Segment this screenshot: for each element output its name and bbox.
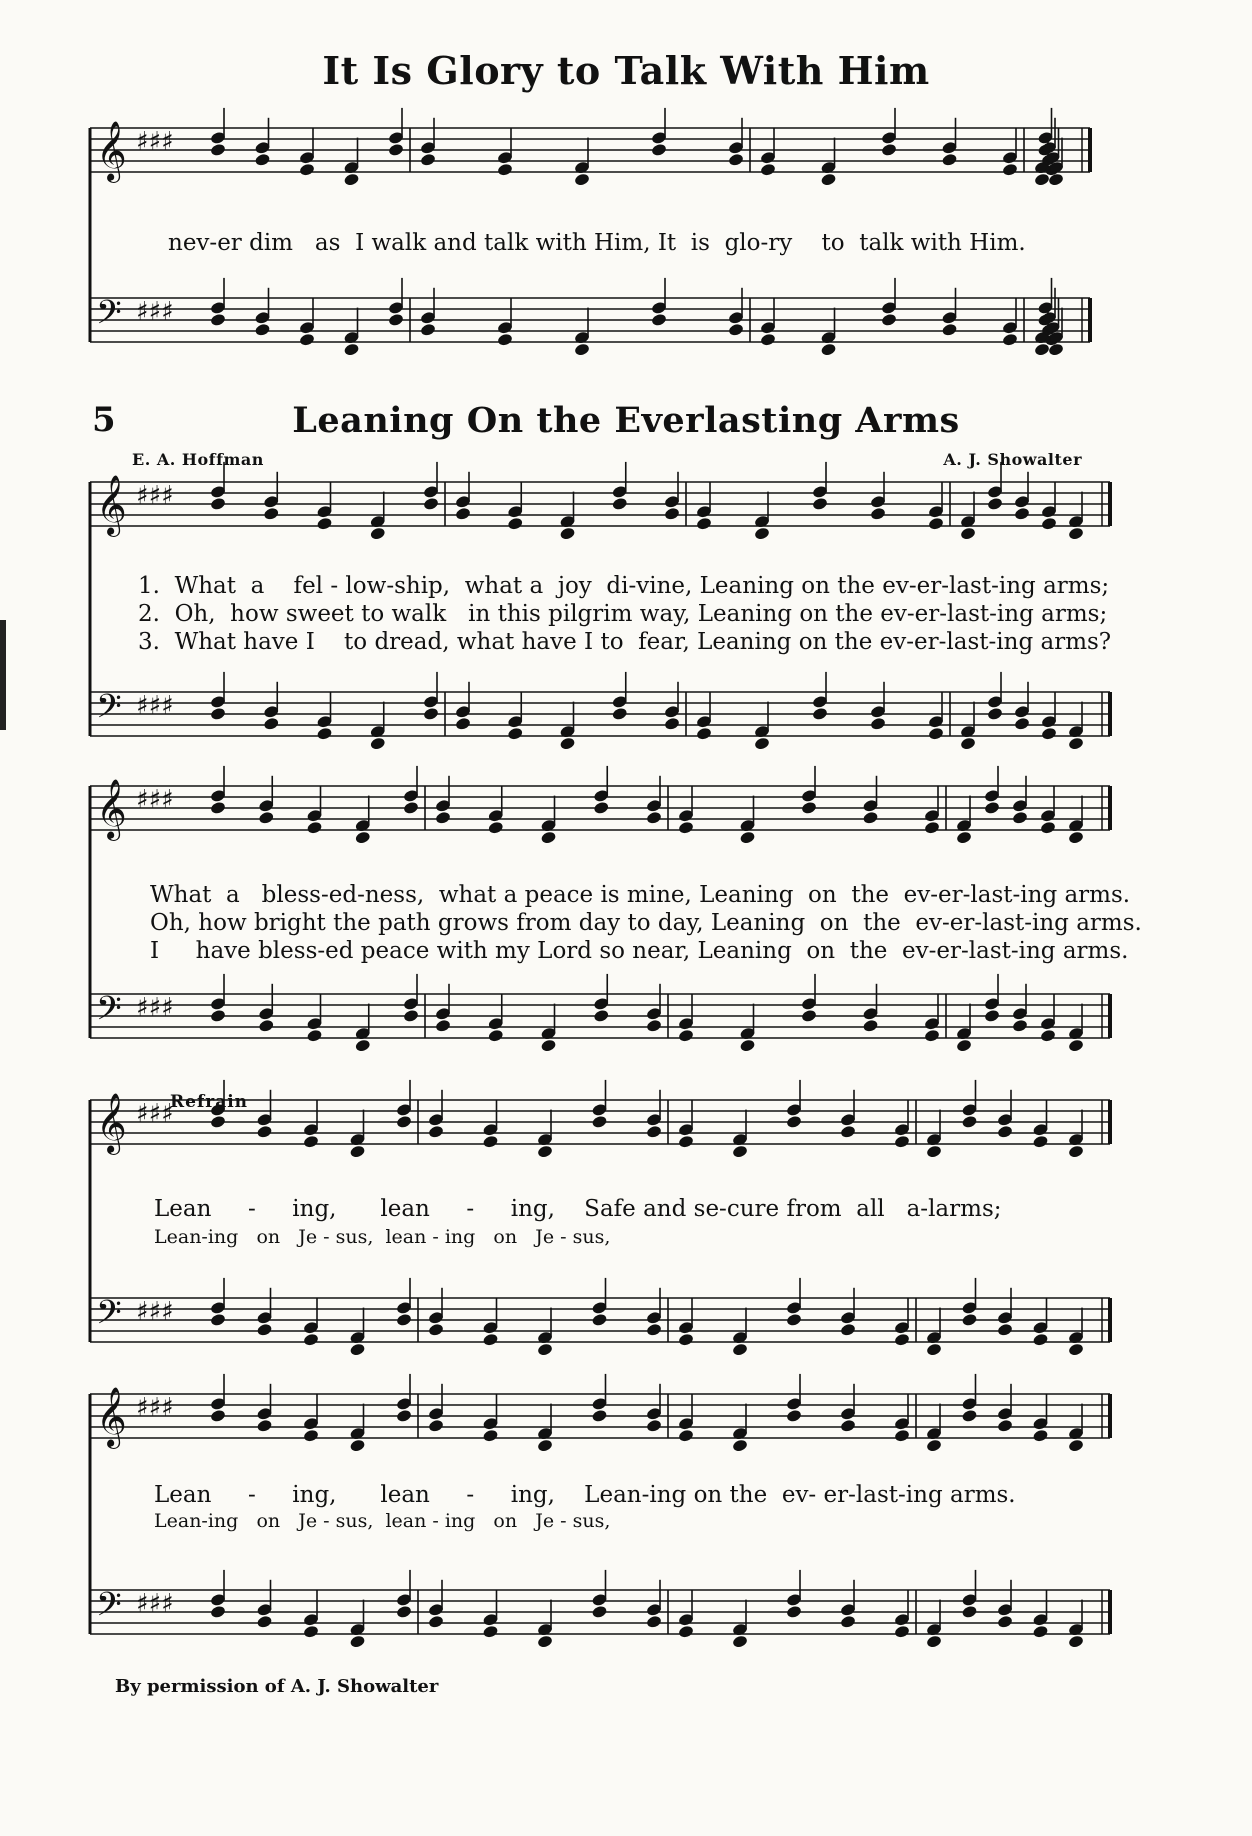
verse-line: 1. What a fel - low-ship, what a joy di-vine, Leaning on the ev-er-last-ing arms;	[138, 573, 1110, 599]
hymn-title: Leaning On the Everlasting Arms	[292, 400, 960, 441]
permission-note: By permission of A. J. Showalter	[115, 1676, 439, 1697]
refrain-lyric: Lean - ing, lean - ing, Safe and se-cure from all a-larms;	[154, 1196, 1002, 1222]
svg-text:♯♯♯: ♯♯♯	[136, 1099, 174, 1129]
svg-text:♯♯♯: ♯♯♯	[136, 481, 174, 511]
refrain-lyric: Lean - ing, lean - ing, Lean-ing on the ev- er-last-ing arms.	[154, 1482, 1016, 1508]
top-hymn-title: It Is Glory to Talk With Him	[322, 48, 930, 93]
svg-text:♯♯♯: ♯♯♯	[136, 1297, 174, 1327]
composer-credit: A. J. Showalter	[943, 450, 1082, 469]
svg-text:♯♯♯: ♯♯♯	[136, 127, 174, 157]
svg-text:𝄢: 𝄢	[96, 1586, 122, 1632]
svg-text:𝄞: 𝄞	[96, 1093, 127, 1153]
svg-text:♯♯♯: ♯♯♯	[136, 993, 174, 1023]
svg-text:♯♯♯: ♯♯♯	[136, 785, 174, 815]
svg-text:𝄢: 𝄢	[96, 1294, 122, 1340]
svg-text:𝄢: 𝄢	[96, 990, 122, 1036]
refrain-echo-lyric: Lean-ing on Je - sus, lean - ing on Je - sus,	[154, 1226, 611, 1248]
refrain-echo-lyric: Lean-ing on Je - sus, lean - ing on Je - sus,	[154, 1510, 611, 1532]
verse-line: 2. Oh, how sweet to walk in this pilgrim way, Leaning on the ev-er-last-ing arms;	[138, 601, 1108, 627]
verse-line: I have bless-ed peace with my Lord so near, Leaning on the ev-er-last-ing arms.	[150, 938, 1129, 964]
svg-text:♯♯♯: ♯♯♯	[136, 1589, 174, 1619]
verse-line: Oh, how bright the path grows from day to day, Leaning on the ev-er-last-ing arms.	[150, 910, 1142, 936]
svg-text:𝄢: 𝄢	[96, 688, 122, 734]
svg-text:𝄞: 𝄞	[96, 475, 127, 535]
svg-text:𝄞: 𝄞	[96, 779, 127, 839]
svg-text:𝄢: 𝄢	[96, 294, 122, 340]
top-hymn-lyric: nev-er dim as I walk and talk with Him, It is glo-ry to talk with Him.	[168, 230, 1026, 256]
svg-text:♯♯♯: ♯♯♯	[136, 297, 174, 327]
svg-text:♯♯♯: ♯♯♯	[136, 1393, 174, 1423]
verse-line: What a bless-ed-ness, what a peace is mine, Leaning on the ev-er-last-ing arms.	[150, 882, 1131, 908]
verse-line: 3. What have I to dread, what have I to fear, Leaning on the ev-er-last-ing arms?	[138, 629, 1112, 655]
svg-text:𝄞: 𝄞	[96, 121, 127, 181]
hymn-number: 5	[92, 400, 116, 440]
svg-text:♯♯♯: ♯♯♯	[136, 691, 174, 721]
author-credit: E. A. Hoffman	[132, 450, 264, 469]
svg-text:𝄞: 𝄞	[96, 1387, 127, 1447]
refrain-label: Refrain	[170, 1092, 249, 1112]
